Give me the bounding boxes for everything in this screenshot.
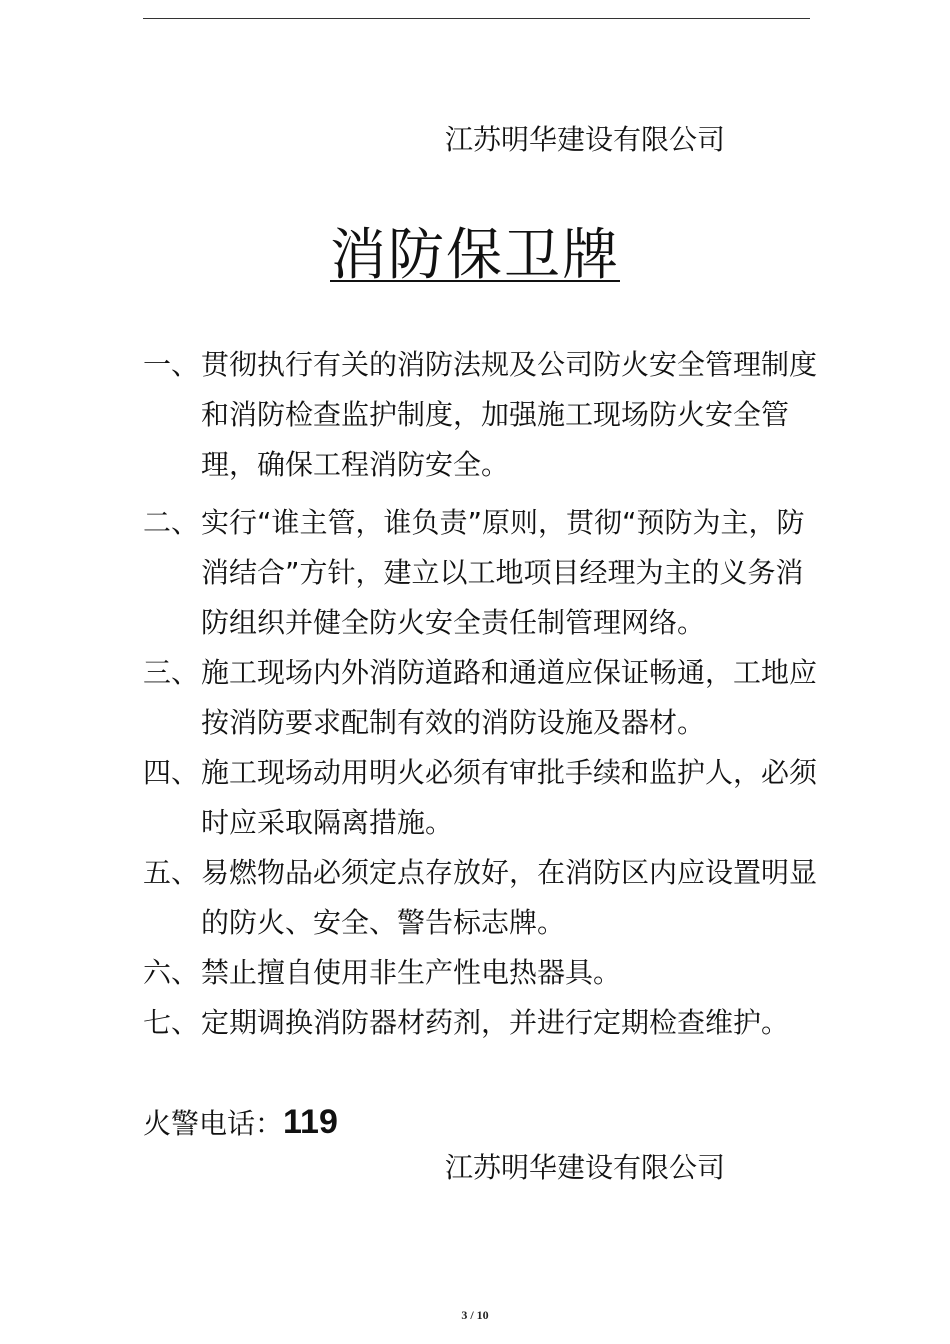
clause-item	[143, 498, 823, 648]
clause-text: 定期调换消防器材药剂，并进行定期检查维护。	[201, 1006, 790, 1039]
page-title-text: 消防保卫牌	[330, 223, 620, 288]
company-name-footer: 江苏明华建设有限公司	[445, 1151, 726, 1184]
clause-item	[143, 998, 823, 1048]
clause-number: 五、	[143, 856, 200, 889]
clause-text: 施工现场内外消防道路和通道应保证畅通，工地应按消防要求配制有效的消防设施及器材。	[201, 656, 818, 739]
page-title	[0, 220, 950, 292]
clause-number: 三、	[143, 656, 200, 689]
clause-text: 禁止擅自使用非生产性电热器具。	[201, 956, 622, 989]
clause-text: 易燃物品必须定点存放好，在消防区内应设置明显的防火、安全、警告标志牌。	[201, 856, 818, 939]
clause-item	[143, 340, 823, 490]
clause-text: 贯彻执行有关的消防法规及公司防火安全管理制度和消防检查监护制度，加强施工现场防火安全管理，确保工程消防安全。	[201, 348, 818, 481]
clause-text: 施工现场动用明火必须有审批手续和监护人，必须时应采取隔离措施。	[201, 756, 818, 839]
clause-item	[143, 748, 823, 848]
clause-number: 七、	[143, 1006, 200, 1039]
header-rule	[143, 18, 810, 19]
clause-item	[143, 848, 823, 948]
fire-hotline	[143, 1100, 338, 1146]
clause-list	[143, 340, 823, 1048]
hotline-number: 119	[283, 1103, 338, 1141]
clause-number: 六、	[143, 956, 200, 989]
clause-number: 一、	[143, 348, 200, 381]
page-indicator: 3 / 10	[461, 1308, 489, 1322]
clause-item	[143, 948, 823, 998]
company-name-header: 江苏明华建设有限公司	[445, 123, 726, 156]
hotline-label: 火警电话：	[143, 1107, 284, 1140]
clause-number: 二、	[143, 506, 200, 539]
clause-number: 四、	[143, 756, 200, 789]
clause-text: 实行“谁主管，谁负责”原则，贯彻“预防为主，防消结合”方针，建立以工地项目经理为主的义务消防组织并健全防火安全责任制管理网络。	[201, 506, 805, 639]
clause-item	[143, 648, 823, 748]
